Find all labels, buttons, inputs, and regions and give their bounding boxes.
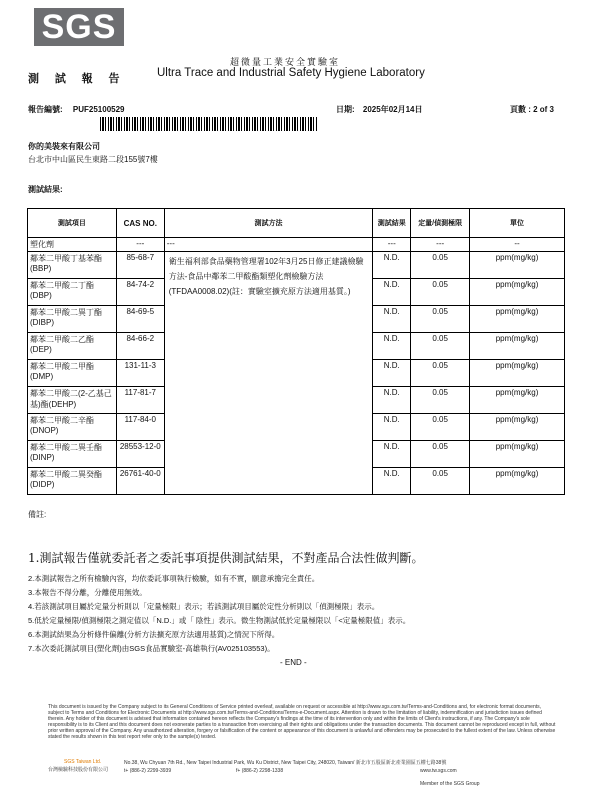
test-item-cell: 鄰苯二甲酸二乙酯(DEP) bbox=[28, 333, 117, 360]
test-item-cell: 鄰苯二甲酸丁基苯酯(BBP) bbox=[28, 252, 117, 279]
report-title: 測 試 報 告 bbox=[28, 72, 126, 85]
limit-cell: 0.05 bbox=[411, 468, 470, 495]
barcode bbox=[100, 117, 318, 131]
limit-cell: 0.05 bbox=[411, 387, 470, 414]
sgs-logo: SGS bbox=[34, 8, 124, 46]
result-cell: N.D. bbox=[373, 387, 411, 414]
results-table bbox=[27, 208, 565, 495]
category-row bbox=[28, 238, 565, 252]
unit-cell: ppm(mg/kg) bbox=[470, 414, 565, 441]
limit-cell: 0.05 bbox=[411, 279, 470, 306]
test-item-cell: 鄰苯二甲酸二(2-乙基己基)酯(DEHP) bbox=[28, 387, 117, 414]
date-label: 日期: bbox=[336, 105, 355, 114]
method-cell: 衛生福利部食品藥物管理署102年3月25日修正建議檢驗方法-食品中鄰苯二甲酸酯類塑化劑檢驗方法(TFDAA0008.02)(註：實驗室擴充原方法適用基質。) bbox=[164, 252, 373, 495]
header-cas-no: CAS NO. bbox=[116, 209, 164, 238]
test-item-cell: 鄰苯二甲酸二丁酯(DBP) bbox=[28, 279, 117, 306]
cas-cell: 117-84-0 bbox=[116, 414, 164, 441]
result-cell: N.D. bbox=[373, 360, 411, 387]
unit-cell: ppm(mg/kg) bbox=[470, 468, 565, 495]
header-test-item: 測試項目 bbox=[28, 209, 117, 238]
category-method: --- bbox=[164, 238, 373, 252]
unit-cell: ppm(mg/kg) bbox=[470, 360, 565, 387]
cas-cell: 117-81-7 bbox=[116, 387, 164, 414]
notes-label: 備註: bbox=[28, 510, 47, 519]
table-header-row bbox=[28, 209, 565, 238]
result-cell: N.D. bbox=[373, 252, 411, 279]
footer-company-en: SGS Taiwan Ltd. bbox=[64, 759, 102, 765]
cas-cell: 84-69-5 bbox=[116, 306, 164, 333]
footer-web: www.tw.sgs.com bbox=[420, 768, 457, 774]
unit-cell: ppm(mg/kg) bbox=[470, 333, 565, 360]
header-unit: 單位 bbox=[470, 209, 565, 238]
end-marker: - END - bbox=[280, 658, 307, 667]
cas-cell: 84-74-2 bbox=[116, 279, 164, 306]
header-limit: 定量/偵測極限 bbox=[411, 209, 470, 238]
footer-phone: t+ (886-2) 2299-3939 bbox=[124, 768, 172, 774]
unit-cell: ppm(mg/kg) bbox=[470, 387, 565, 414]
result-cell: N.D. bbox=[373, 306, 411, 333]
cas-cell: 26761-40-0 bbox=[116, 468, 164, 495]
result-cell: N.D. bbox=[373, 333, 411, 360]
note-item: 1.測試報告僅就委託者之委託事項提供測試結果，不對產品合法性做判斷。 bbox=[28, 551, 424, 565]
note-item: 7.本次委託測試項目(塑化劑)由SGS食品實驗室-高雄執行(AV025103553)。 bbox=[28, 644, 275, 653]
results-heading: 測試結果: bbox=[28, 185, 63, 194]
note-item: 2.本測試報告之所有檢驗內容，均依委託事項執行檢驗，如有不實，願意承擔完全責任。 bbox=[28, 574, 320, 583]
result-cell: N.D. bbox=[373, 441, 411, 468]
unit-cell: ppm(mg/kg) bbox=[470, 441, 565, 468]
unit-cell: ppm(mg/kg) bbox=[470, 279, 565, 306]
cas-cell: 84-66-2 bbox=[116, 333, 164, 360]
footer-company-cn: 台灣檢驗科技股份有限公司 bbox=[48, 767, 109, 773]
report-no-label: 報告編號: bbox=[28, 105, 63, 114]
result-cell: N.D. bbox=[373, 468, 411, 495]
report-number bbox=[28, 104, 125, 115]
limit-cell: 0.05 bbox=[411, 414, 470, 441]
client-address: 台北市中山區民生東路二段155號7樓 bbox=[28, 155, 158, 164]
limit-cell: 0.05 bbox=[411, 360, 470, 387]
header-method: 測試方法 bbox=[164, 209, 373, 238]
test-item-cell: 鄰苯二甲酸二異癸酯(DIDP) bbox=[28, 468, 117, 495]
table-row bbox=[28, 252, 565, 279]
unit-cell: ppm(mg/kg) bbox=[470, 306, 565, 333]
client-name: 你的美裝來有限公司 bbox=[28, 142, 100, 151]
legal-disclaimer: This document is issued by the Company subject to its General Conditions of Service printed overleaf, available on request or accessible at http://www.sgs.com.tw/Terms-and-Conditions and, for electronic format documents, subject to Terms and Conditions for Electronic Documents at http://www.sgs.com.tw/Terms-and-Conditions/Terms-e-Document.aspx. Attention is drawn to the limitation of liability, indemnification and jurisdiction issues defined therein. Any holder of this document is advised that information contained hereon reflects the Company's findings at the time of its intervention only and within the limits of Client's instructions, if any. The Company's sole responsibility is to its Client and this document does not exonerate parties to a transaction from exercising all their rights and obligations under the transaction documents. This document cannot be reproduced except in full, without prior written approval of the Company. Any unauthorized alteration, forgery or falsification of the content or appearance of this document is unlawful and offenders may be prosecuted to the fullest extent of the law. Unless otherwise stated the results shown in this test report refer only to the sample(s) tested. bbox=[48, 704, 556, 740]
unit-cell: ppm(mg/kg) bbox=[470, 252, 565, 279]
limit-cell: 0.05 bbox=[411, 306, 470, 333]
cas-cell: 85-68-7 bbox=[116, 252, 164, 279]
test-item-cell: 鄰苯二甲酸二異壬酯(DINP) bbox=[28, 441, 117, 468]
footer-address: No.38, Wu Chyuan 7th Rd., New Taipei Industrial Park, Wu Ku District, New Taipei City, 248020, Taiwan/ 新北市五股區新北產業園區五權七路38號 bbox=[124, 760, 447, 766]
cas-cell: 131-11-3 bbox=[116, 360, 164, 387]
footer-member: Member of the SGS Group bbox=[420, 781, 480, 787]
report-no-value: PUF25100529 bbox=[72, 105, 125, 114]
limit-cell: 0.05 bbox=[411, 333, 470, 360]
page-number: 頁數 : 2 of 3 bbox=[510, 105, 555, 114]
lab-name-cn: 超微量工業安全實驗室 bbox=[230, 58, 341, 68]
cas-cell: 28553-12-0 bbox=[116, 441, 164, 468]
category-name: 塑化劑 bbox=[28, 238, 117, 252]
test-item-cell: 鄰苯二甲酸二異丁酯(DIBP) bbox=[28, 306, 117, 333]
result-cell: N.D. bbox=[373, 414, 411, 441]
category-limit: --- bbox=[411, 238, 470, 252]
test-item-cell: 鄰苯二甲酸二辛酯(DNOP) bbox=[28, 414, 117, 441]
category-result: --- bbox=[373, 238, 411, 252]
header-result: 測試結果 bbox=[373, 209, 411, 238]
report-date bbox=[336, 104, 423, 115]
category-cas: --- bbox=[116, 238, 164, 252]
limit-cell: 0.05 bbox=[411, 252, 470, 279]
lab-name-en: Ultra Trace and Industrial Safety Hygiene Laboratory bbox=[157, 67, 425, 79]
note-item: 4.若該測試項目屬於定量分析則以「定量極限」表示；若該測試項目屬於定性分析則以「偵測極限」表示。 bbox=[28, 602, 380, 611]
note-item: 3.本報告不得分離，分離使用無效。 bbox=[28, 588, 147, 597]
limit-cell: 0.05 bbox=[411, 441, 470, 468]
footer-fax: f+ (886-2) 2298-1338 bbox=[236, 768, 284, 774]
note-item: 5.低於定量極限/偵測極限之測定值以「N.D.」或「 陰性」表示。微生物測試低於定量極限以「<定量極限值」表示。 bbox=[28, 616, 411, 625]
date-value: 2025年02月14日 bbox=[362, 105, 423, 114]
category-unit: -- bbox=[470, 238, 565, 252]
test-item-cell: 鄰苯二甲酸二甲酯(DMP) bbox=[28, 360, 117, 387]
note-item: 6.本測試結果為分析條件偏離(分析方法擴充原方法適用基質)之情況下所得。 bbox=[28, 630, 280, 639]
result-cell: N.D. bbox=[373, 279, 411, 306]
